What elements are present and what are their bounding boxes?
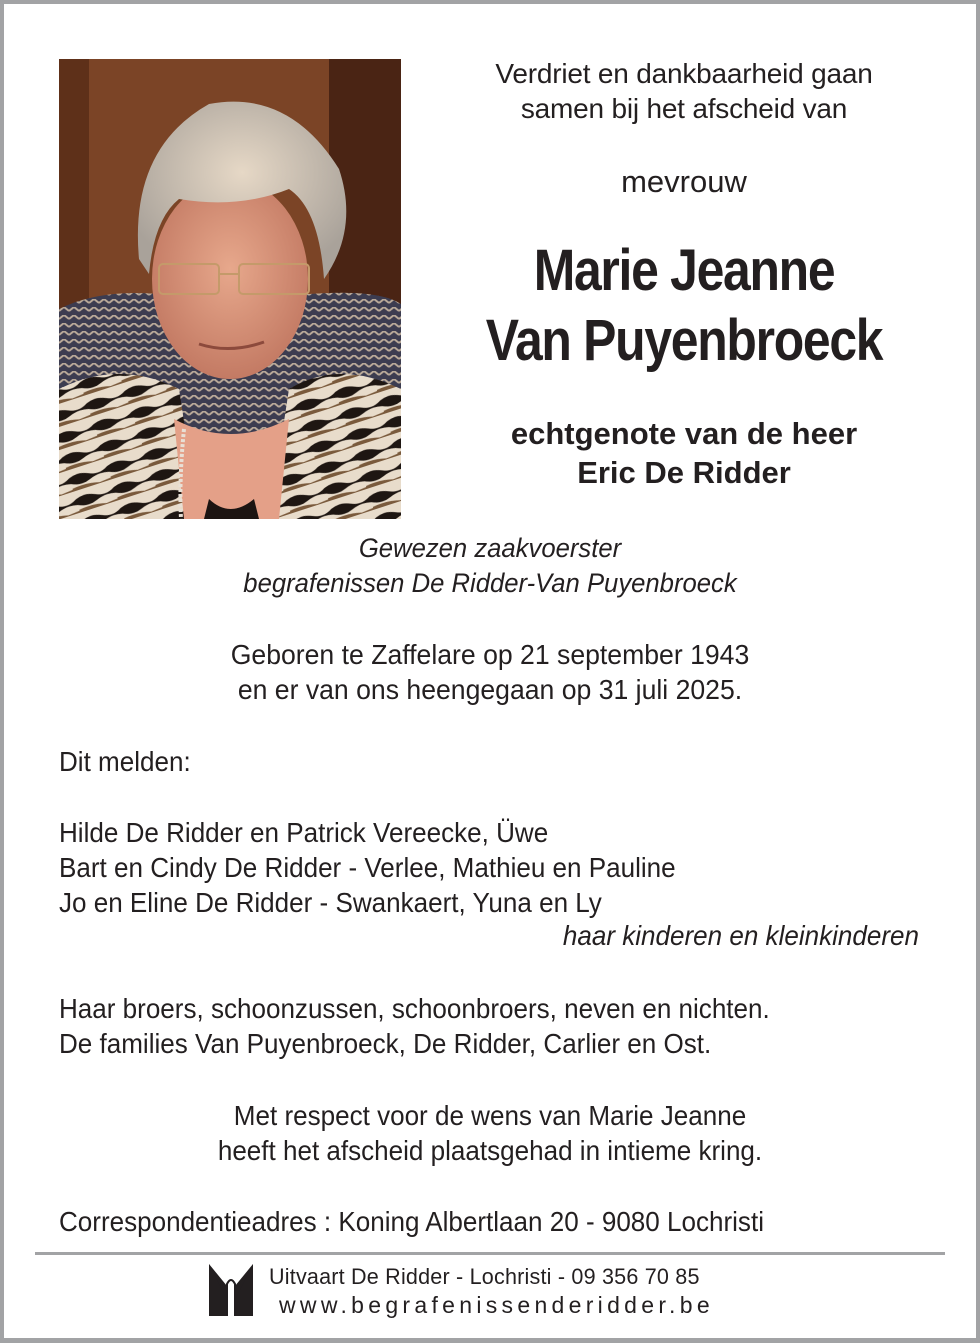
deceased-surname: Van Puyenbroeck [485,308,883,373]
portrait-illustration [59,59,401,519]
birth-line: Geboren te Zaffelare op 21 september 1943 [230,639,750,670]
children-role: haar kinderen en kleinkinderen [562,920,919,951]
spouse-info [424,414,944,492]
footer-divider [35,1252,945,1255]
spouse-name: Eric De Ridder [577,455,791,490]
spouse-relation: echtgenote van de heer [510,416,858,451]
intro-line-1: Verdriet en dankbaarheid gaan [495,58,873,89]
funeral-home-contact: Uitvaart De Ridder - Lochristi - 09 356 70 85 [269,1264,700,1289]
relatives-list [59,991,770,1061]
relatives-line-2: De families Van Puyenbroeck, De Ridder, Carlier en Ost. [59,1028,712,1059]
child-family-1: Hilde De Ridder en Patrick Vereecke, Üwe [59,817,549,848]
portrait-photo [59,59,401,519]
respect-line-2: heeft het afscheid plaatsgehad in intieme kring. [217,1135,763,1166]
occupation [28,531,951,601]
obituary-card [4,4,976,1338]
deceased-first-names: Marie Jeanne [533,238,835,303]
occupation-line-2: begrafenissen De Ridder-Van Puyenbroeck [243,568,737,598]
deceased-name [460,236,907,376]
child-family-2: Bart en Cindy De Ridder - Verlee, Mathieu en Pauline [59,852,676,883]
occupation-line-1: Gewezen zaakvoerster [358,533,622,563]
child-family-3: Jo en Eline De Ridder - Swankaert, Yuna en Ly [59,887,602,918]
death-line: en er van ons heengegaan op 31 juli 2025. [237,674,743,705]
announcement-label: Dit melden: [59,746,191,777]
butterfly-logo-icon [209,1264,253,1316]
children-list [59,815,676,920]
honorific: mevrouw [621,164,747,199]
correspondence-address: Correspondentieadres : Koning Albertlaan 20 - 9080 Lochristi [59,1206,764,1237]
respect-note [38,1098,942,1168]
funeral-home-website[interactable]: www.begrafenissenderidder.be [279,1292,714,1318]
intro-line-2: samen bij het afscheid van [520,93,848,124]
relatives-line-1: Haar broers, schoonzussen, schoonbroers, neven en nichten. [59,993,770,1024]
life-dates [28,637,951,707]
intro-text [434,56,934,126]
respect-line-1: Met respect voor de wens van Marie Jeanne [233,1100,747,1131]
